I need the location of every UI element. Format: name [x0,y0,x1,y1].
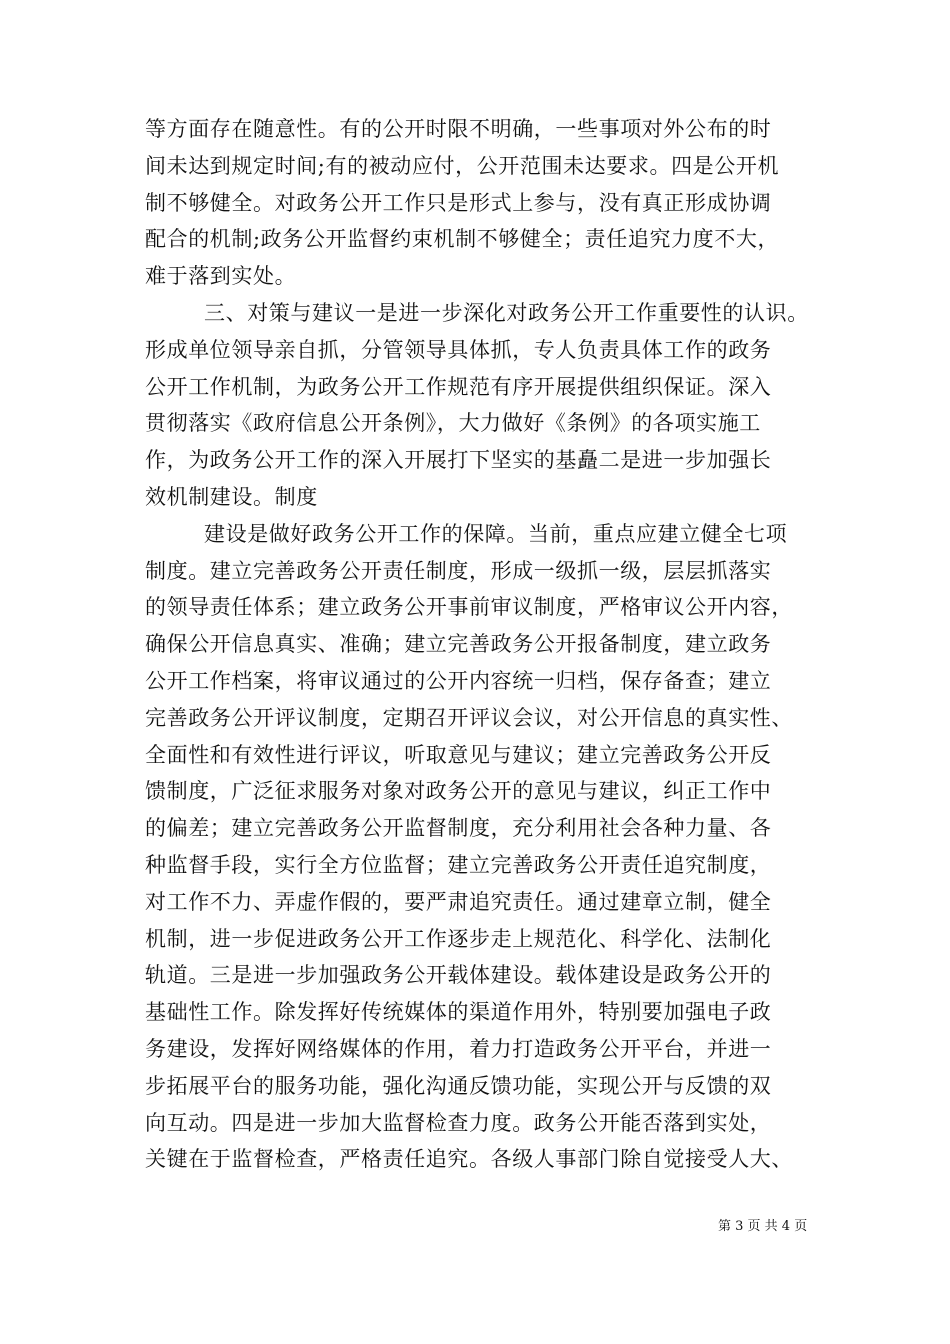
text-line: 公开工作档案，将审议通过的公开内容统一归档，保存备查；建立 [145,668,772,693]
text-line: 的偏差；建立完善政务公开监督制度，充分利用社会各种力量、各 [145,816,772,841]
text-line: 制不够健全。对政务公开工作只是形式上参与，没有真正形成协调 [145,190,772,215]
text-line: 机制，进一步促进政务公开工作逐步走上规范化、科学化、法制化 [145,926,772,951]
text-line: 对工作不力、弄虚作假的，要严肃追究责任。通过建章立制，健全 [145,889,772,914]
text-line: 形成单位领导亲自抓，分管领导具体抓，专人负责具体工作的政务 [145,337,772,362]
text-line: 馈制度，广泛征求服务对象对政务公开的意见与建议，纠正工作中 [145,779,772,804]
text-line: 关键在于监督检查，严格责任追究。各级人事部门除自觉接受人大、 [145,1147,793,1172]
text-line: 公开工作机制，为政务公开工作规范有序开展提供组织保证。深入 [145,374,772,399]
text-line: 等方面存在随意性。有的公开时限不明确，一些事项对外公布的时 [145,117,772,141]
text-line: 种监督手段，实行全方位监督；建立完善政务公开责任追究制度， [145,852,772,877]
text-line: 确保公开信息真实、准确；建立完善政务公开报备制度，建立政务 [145,632,772,657]
text-line: 完善政务公开评议制度，定期召开评议会议，对公开信息的真实性、 [145,705,793,730]
body-text [145,111,815,1178]
text-line: 三、对策与建议一是进一步深化对政务公开工作重要性的认识。 [204,300,809,325]
text-line: 建设是做好政务公开工作的保障。当前，重点应建立健全七项 [204,521,788,546]
text-line: 难于落到实处。 [145,264,297,289]
text-line: 步拓展平台的服务功能，强化沟通反馈功能，实现公开与反馈的双 [145,1073,772,1098]
text-line: 轨道。三是进一步加强政务公开载体建设。载体建设是政务公开的 [145,963,772,988]
text-line: 贯彻落实《政府信息公开条例》，大力做好《条例》的各项实施工 [145,411,761,436]
text-line: 向互动。四是进一步加大监督检查力度。政务公开能否落到实处， [145,1110,772,1135]
text-line: 基础性工作。除发挥好传统媒体的渠道作用外，特别要加强电子政 [145,1000,772,1025]
text-line: 作，为政务公开工作的深入开展打下坚实的基矗二是进一步加强长 [145,448,772,473]
text-line: 务建设，发挥好网络媒体的作用，着力打造政务公开平台，并进一 [145,1036,772,1061]
text-line: 制度。建立完善政务公开责任制度，形成一级抓一级，层层抓落实 [145,558,772,583]
text-line: 间未达到规定时间;有的被动应付，公开范围未达要求。四是公开机 [145,153,780,178]
text-line: 全面性和有效性进行评议，听取意见与建议；建立完善政务公开反 [145,742,772,767]
text-line: 配合的机制;政务公开监督约束机制不够健全；责任追究力度不大， [145,227,780,252]
text-line: 的领导责任体系；建立政务公开事前审议制度，严格审议公开内容， [145,595,793,620]
text-line: 效机制建设。制度 [145,484,318,509]
page-number-footer: 第 3 页 共 4 页 [718,1219,808,1234]
